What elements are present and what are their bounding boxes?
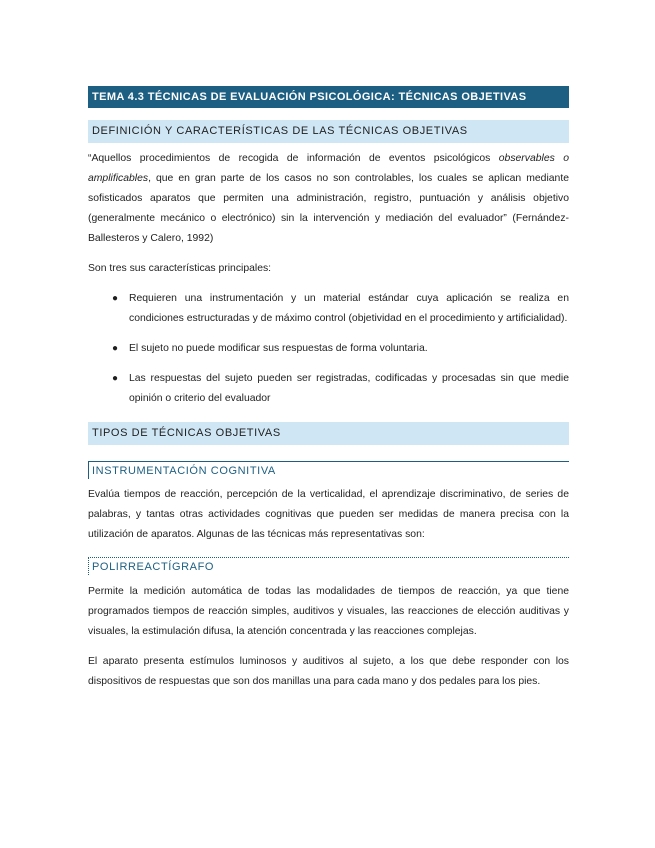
polirreactigrafo-paragraph-2: El aparato presenta estímulos luminosos y auditivos al sujeto, a los que debe responder con los dispositivos de respuestas que son dos manillas una para cada mano y dos pedales para los pies. xyxy=(88,656,569,687)
list-item-text: Las respuestas del sujeto pueden ser registradas, codificadas y procesadas sin que medie opinión o criterio del evaluador xyxy=(129,373,569,404)
subsubsection-heading-polirreactigrafo: POLIRREACTÍGRAFO xyxy=(88,557,569,575)
subsection-heading-instrumentacion: INSTRUMENTACIÓN COGNITIVA xyxy=(88,461,569,479)
section-heading-tipos: TIPOS DE TÉCNICAS OBJETIVAS xyxy=(88,422,569,445)
list-item xyxy=(88,289,569,329)
quote-part-2: , que en gran parte de los casos no son controlables, los cuales se aplican mediante sofisticados aparatos que permiten una administración, registro, puntuación y análisis objetivo (generalmente mecánico o electrónico) sin la intervención y mediación del evaluador” (Fernández-Ballesteros y Calero, 1992) xyxy=(88,173,569,244)
list-item-text: El sujeto no puede modificar sus respuestas de forma voluntaria. xyxy=(129,343,428,354)
bullet-icon: ● xyxy=(112,373,119,384)
characteristics-intro: Son tres sus características principales: xyxy=(88,263,272,274)
quote-part-1: “Aquellos procedimientos de recogida de información de eventos psicológicos xyxy=(88,153,499,164)
bullet-icon: ● xyxy=(112,343,119,354)
characteristics-list xyxy=(88,289,569,409)
list-item xyxy=(88,369,569,409)
definition-quote xyxy=(88,149,569,249)
topic-title: TEMA 4.3 TÉCNICAS DE EVALUACIÓN PSICOLÓGICA: TÉCNICAS OBJETIVAS xyxy=(88,86,569,108)
list-item-text: Requieren una instrumentación y un material estándar cuya aplicación se realiza en condiciones estructuradas y de máximo control (objetividad en el procedimiento y artificialidad). xyxy=(129,293,569,324)
quote-italic: observables o amplificables xyxy=(88,153,569,184)
instrumentacion-text: Evalúa tiempos de reacción, percepción de la verticalidad, el aprendizaje discriminativo, de series de palabras, y tantas otras actividades cognitivas que pueden ser medidas de manera precisa con la utilización de aparatos. Algunas de las técnicas más representativas son: xyxy=(88,489,569,540)
section-heading-definicion: DEFINICIÓN Y CARACTERÍSTICAS DE LAS TÉCNICAS OBJETIVAS xyxy=(88,120,569,143)
page-content xyxy=(88,86,569,692)
polirreactigrafo-paragraph-1: Permite la medición automática de todas las modalidades de tiempos de reacción, ya que tiene programados tiempos de reacción simples, auditivos y visuales, las reacciones de elección auditivas y visuales, la estimulación difusa, la atención concentrada y las reacciones complejas. xyxy=(88,586,569,637)
list-item xyxy=(88,339,569,359)
bullet-icon: ● xyxy=(112,293,119,304)
